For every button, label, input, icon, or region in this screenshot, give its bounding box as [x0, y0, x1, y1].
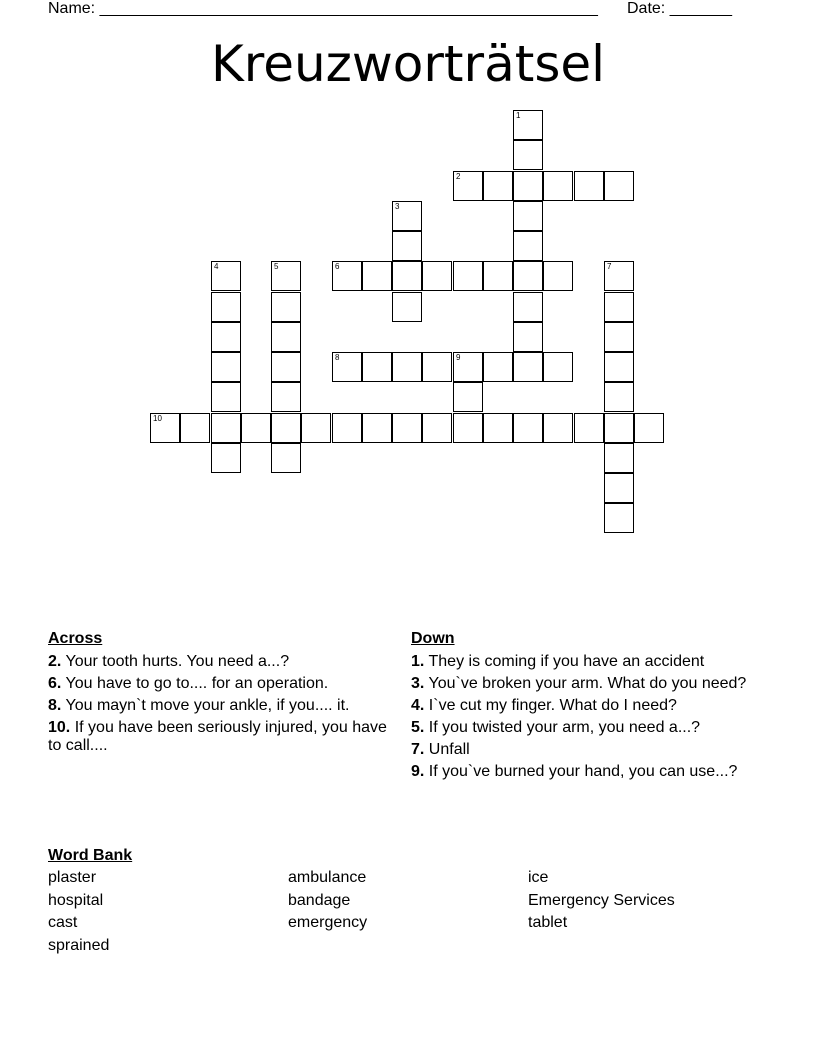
grid-cell[interactable] [453, 413, 483, 443]
cell-number: 5 [274, 262, 279, 271]
grid-cell[interactable] [422, 352, 452, 382]
grid-cell[interactable] [483, 413, 513, 443]
clue-text: You mayn`t move your ankle, if you.... it. [65, 697, 350, 714]
clue-text: If you have been seriously injured, you have to call.... [48, 719, 387, 754]
grid-cell[interactable] [483, 171, 513, 201]
clue-down-9 [411, 763, 763, 781]
grid-cell[interactable] [271, 322, 301, 352]
grid-cell[interactable] [513, 322, 543, 352]
grid-cell[interactable] [362, 261, 392, 291]
grid-cell[interactable] [604, 322, 634, 352]
grid-cell[interactable] [543, 352, 573, 382]
grid-cell[interactable] [513, 413, 543, 443]
clue-text: Your tooth hurts. You need a...? [65, 653, 290, 670]
grid-cell[interactable] [211, 352, 241, 382]
clue-down-7 [411, 741, 763, 759]
grid-cell[interactable] [604, 352, 634, 382]
word-bank-item: plaster [48, 869, 97, 886]
clue-text: If you`ve burned your hand, you can use...? [428, 763, 738, 780]
cell-number: 1 [516, 111, 521, 120]
grid-cell[interactable] [513, 231, 543, 261]
clue-number: 4. [411, 697, 425, 714]
clue-text: I`ve cut my finger. What do I need? [428, 697, 677, 714]
grid-cell[interactable] [332, 352, 362, 382]
clue-number: 9. [411, 763, 425, 780]
clue-number: 1. [411, 653, 425, 670]
grid-cell[interactable] [513, 292, 543, 322]
grid-cell[interactable] [392, 292, 422, 322]
grid-cell[interactable] [392, 352, 422, 382]
clue-text: Unfall [428, 741, 470, 758]
clue-down-3 [411, 675, 763, 693]
word-bank-item: sprained [48, 936, 110, 954]
clue-number: 8. [48, 697, 62, 714]
grid-cell[interactable] [453, 382, 483, 412]
word-bank-column [288, 869, 508, 937]
grid-cell[interactable] [513, 201, 543, 231]
grid-cell[interactable] [211, 443, 241, 473]
grid-cell[interactable] [604, 503, 634, 533]
grid-cell[interactable] [392, 261, 422, 291]
grid-cell[interactable] [513, 140, 543, 170]
grid-cell[interactable] [483, 352, 513, 382]
grid-cell[interactable] [604, 261, 634, 291]
clue-down-4 [411, 697, 763, 715]
grid-cell[interactable] [392, 201, 422, 231]
cell-number: 2 [456, 172, 461, 181]
grid-cell[interactable] [332, 413, 362, 443]
grid-cell[interactable] [392, 231, 422, 261]
word-bank-item: hospital [48, 891, 104, 909]
clue-text: You have to go to.... for an operation. [65, 675, 329, 692]
name-field-label: Name: ________________________________________________________ [48, 0, 598, 17]
clue-text: If you twisted your arm, you need a...? [428, 719, 701, 736]
clue-down-5 [411, 719, 763, 737]
across-clues [48, 630, 400, 759]
grid-cell[interactable] [634, 413, 664, 443]
page-title: Kreuzworträtsel [210, 35, 606, 93]
word-bank-column [528, 869, 748, 937]
clue-number: 6. [48, 675, 62, 692]
grid-cell[interactable] [211, 382, 241, 412]
cell-number: 4 [214, 262, 219, 271]
word-bank-item: bandage [288, 891, 351, 909]
grid-cell[interactable] [271, 443, 301, 473]
clue-number: 10. [48, 719, 71, 736]
grid-cell[interactable] [271, 352, 301, 382]
grid-cell[interactable] [271, 292, 301, 322]
date-field-label: Date: _______ [627, 0, 732, 17]
cell-number: 8 [335, 353, 340, 362]
grid-cell[interactable] [332, 261, 362, 291]
grid-cell[interactable] [604, 292, 634, 322]
grid-cell[interactable] [211, 292, 241, 322]
clue-text: They is coming if you have an accident [428, 653, 705, 670]
cell-number: 6 [335, 262, 340, 271]
grid-cell[interactable] [453, 261, 483, 291]
grid-cell[interactable] [453, 352, 483, 382]
grid-cell[interactable] [211, 413, 241, 443]
grid-cell[interactable] [180, 413, 210, 443]
across-heading: Across [48, 630, 103, 647]
clue-number: 5. [411, 719, 425, 736]
grid-cell[interactable] [271, 382, 301, 412]
word-bank [48, 847, 768, 954]
grid-cell[interactable] [513, 261, 543, 291]
grid-cell[interactable] [513, 171, 543, 201]
grid-cell[interactable] [271, 413, 301, 443]
word-bank-column [48, 869, 268, 959]
grid-cell[interactable] [362, 413, 392, 443]
cell-number: 7 [607, 262, 612, 271]
grid-cell[interactable] [574, 413, 604, 443]
cell-number: 3 [395, 202, 400, 211]
grid-cell[interactable] [604, 473, 634, 503]
clue-across-6 [48, 675, 400, 693]
grid-cell[interactable] [362, 352, 392, 382]
crossword-grid [150, 110, 666, 534]
grid-cell[interactable] [604, 413, 634, 443]
down-clues [411, 630, 763, 785]
cell-number: 10 [153, 414, 162, 423]
grid-cell[interactable] [211, 261, 241, 291]
clue-down-1 [411, 653, 763, 671]
grid-cell[interactable] [513, 110, 543, 140]
grid-cell[interactable] [271, 261, 301, 291]
clue-number: 2. [48, 653, 62, 670]
grid-cell[interactable] [150, 413, 180, 443]
word-bank-item: ambulance [288, 869, 367, 886]
clue-text: You`ve broken your arm. What do you need? [428, 675, 747, 692]
clue-across-2 [48, 653, 400, 671]
grid-cell[interactable] [453, 171, 483, 201]
cell-number: 9 [456, 353, 461, 362]
grid-cell[interactable] [211, 322, 241, 352]
grid-cell[interactable] [574, 171, 604, 201]
grid-cell[interactable] [604, 382, 634, 412]
grid-cell[interactable] [392, 413, 422, 443]
grid-cell[interactable] [422, 261, 452, 291]
grid-cell[interactable] [543, 413, 573, 443]
word-bank-item: tablet [528, 914, 568, 931]
grid-cell[interactable] [241, 413, 271, 443]
clue-across-10 [48, 719, 400, 755]
grid-cell[interactable] [513, 352, 543, 382]
grid-cell[interactable] [543, 171, 573, 201]
grid-cell[interactable] [543, 261, 573, 291]
clue-across-8 [48, 697, 400, 715]
grid-cell[interactable] [604, 443, 634, 473]
word-bank-item: emergency [288, 914, 368, 931]
grid-cell[interactable] [483, 261, 513, 291]
word-bank-heading: Word Bank [48, 847, 133, 864]
word-bank-item: ice [528, 869, 549, 886]
word-bank-item: Emergency Services [528, 891, 675, 909]
clue-number: 7. [411, 741, 425, 758]
grid-cell[interactable] [422, 413, 452, 443]
grid-cell[interactable] [301, 413, 331, 443]
down-heading: Down [411, 630, 455, 647]
clue-number: 3. [411, 675, 425, 692]
word-bank-item: cast [48, 914, 78, 931]
grid-cell[interactable] [604, 171, 634, 201]
